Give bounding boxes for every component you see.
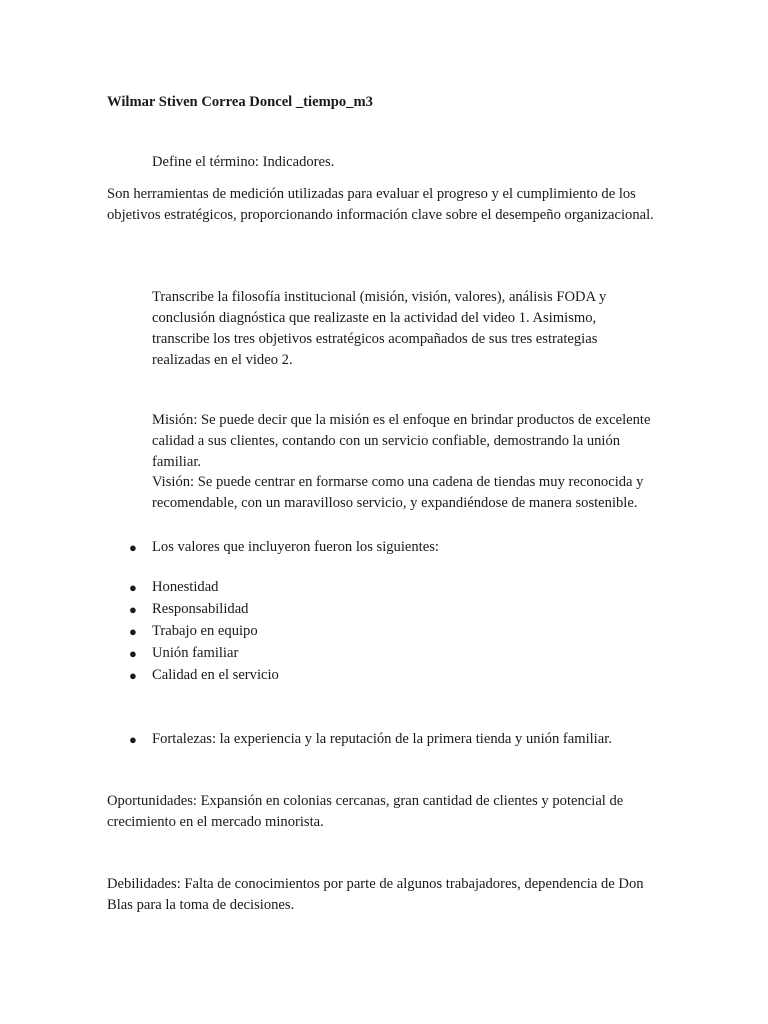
- define-prompt: Define el término: Indicadores.: [152, 154, 335, 170]
- valores-intro-text: Los valores que incluyeron fueron los siguientes:: [152, 539, 439, 555]
- definition-paragraph: Son herramientas de medición utilizadas para evaluar el progreso y el cumplimiento de los objetivos estratégicos, proporcionando información clave sobre el desempeño organizacional.: [107, 186, 654, 223]
- fortalezas-text: Fortalezas: la experiencia y la reputación de la primera tienda y unión familiar.: [152, 731, 612, 747]
- mision-paragraph: Misión: Se puede decir que la misión es el enfoque en brindar productos de excelente calidad a sus clientes, contando con un servicio confiable, demostrando la unión familiar.: [152, 412, 651, 470]
- list-item: [107, 665, 279, 687]
- bullet-icon: ●: [129, 602, 137, 617]
- valor-text: Responsabilidad: [152, 601, 249, 617]
- list-item: [107, 599, 279, 621]
- list-item: [107, 643, 279, 665]
- bullet-icon: ●: [129, 540, 137, 555]
- fortalezas-list: [107, 729, 612, 751]
- document-title: Wilmar Stiven Correa Doncel _tiempo_m3: [107, 94, 373, 110]
- list-item: [107, 729, 612, 751]
- bullet-icon: ●: [129, 668, 137, 683]
- debilidades-paragraph: Debilidades: Falta de conocimientos por parte de algunos trabajadores, dependencia de Don Blas para la toma de decisiones.: [107, 876, 644, 913]
- vision-paragraph: Visión: Se puede centrar en formarse como una cadena de tiendas muy reconocida y recomendable, con un maravilloso servicio, y expandiéndose de manera sostenible.: [152, 474, 644, 511]
- valor-text: Calidad en el servicio: [152, 667, 279, 683]
- list-item: [107, 621, 279, 643]
- bullet-icon: ●: [129, 624, 137, 639]
- valor-text: Unión familiar: [152, 645, 239, 661]
- list-item: [107, 537, 439, 559]
- bullet-icon: ●: [129, 646, 137, 661]
- bullet-icon: ●: [129, 732, 137, 747]
- instruction-paragraph: Transcribe la filosofía institucional (misión, visión, valores), análisis FODA y conclusión diagnóstica que realizaste en la actividad del video 1. Asimismo, transcribe los tres objetivos estratégicos acompañados de sus tres estrategias realizadas en el video 2.: [152, 289, 607, 368]
- valores-list: [107, 577, 279, 687]
- oportunidades-paragraph: Oportunidades: Expansión en colonias cercanas, gran cantidad de clientes y potencial de crecimiento en el mercado minorista.: [107, 793, 624, 830]
- bullet-icon: ●: [129, 580, 137, 595]
- valores-intro-list: [107, 537, 439, 559]
- list-item: [107, 577, 279, 599]
- valor-text: Trabajo en equipo: [152, 623, 258, 639]
- valor-text: Honestidad: [152, 579, 219, 595]
